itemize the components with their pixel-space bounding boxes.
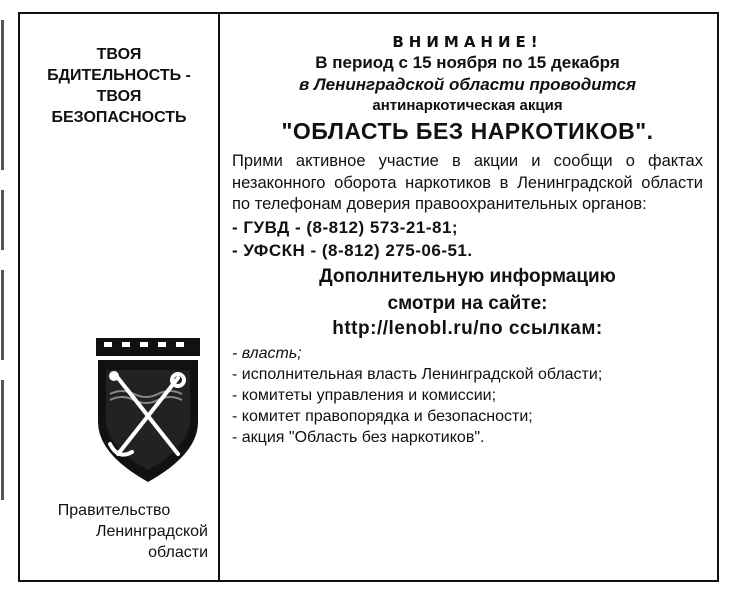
notice-frame bbox=[18, 12, 719, 582]
website-link[interactable]: http://lenobl.ru/по ссылкам: bbox=[332, 317, 603, 339]
campaign-title: "ОБЛАСТЬ БЕЗ НАРКОТИКОВ". bbox=[281, 118, 654, 144]
phone-ufskn: - УФСКН - (8-812) 275-06-51. bbox=[232, 240, 473, 260]
government-line: области bbox=[148, 544, 208, 561]
slogan-line: БЕЗОПАСНОСТЬ bbox=[51, 109, 187, 126]
slogan-line: БДИТЕЛЬНОСТЬ - bbox=[47, 67, 191, 84]
government-line: Ленинградской bbox=[96, 523, 208, 540]
slogan bbox=[20, 44, 218, 128]
coat-of-arms-icon bbox=[92, 336, 204, 484]
appeal-text: Прими активное участие в акции и сообщи о фактах незаконного оборота наркотиков в Ленинградской области по телефонам доверия правоохранительных органов: bbox=[232, 152, 703, 213]
notice-content bbox=[220, 14, 717, 580]
government-caption bbox=[20, 500, 208, 563]
link-item: - комитеты управления и комиссии; bbox=[232, 386, 497, 404]
phone-guvd: - ГУВД - (8-812) 573-21-81; bbox=[232, 217, 459, 237]
action-line: антинаркотическая акция bbox=[372, 97, 563, 114]
more-info-line: смотри на сайте: bbox=[387, 292, 548, 314]
link-list bbox=[232, 343, 703, 448]
attention-heading: ВНИМАНИЕ! bbox=[392, 33, 543, 51]
period-line: В период с 15 ноября по 15 декабря bbox=[315, 53, 620, 72]
more-info-line: Дополнительную информацию bbox=[319, 265, 616, 287]
left-panel bbox=[20, 14, 220, 580]
government-line: Правительство bbox=[57, 502, 171, 519]
link-item: - власть; bbox=[232, 344, 302, 362]
slogan-line: ТВОЯ bbox=[96, 88, 142, 105]
scan-edge-artifact bbox=[0, 0, 6, 600]
link-item: - акция "Область без наркотиков". bbox=[232, 428, 485, 446]
slogan-line: ТВОЯ bbox=[96, 46, 142, 63]
link-item: - комитет правопорядка и безопасности; bbox=[232, 407, 533, 425]
link-item: - исполнительная власть Ленинградской области; bbox=[232, 365, 603, 383]
region-line: в Ленинградской области проводится bbox=[298, 75, 637, 94]
